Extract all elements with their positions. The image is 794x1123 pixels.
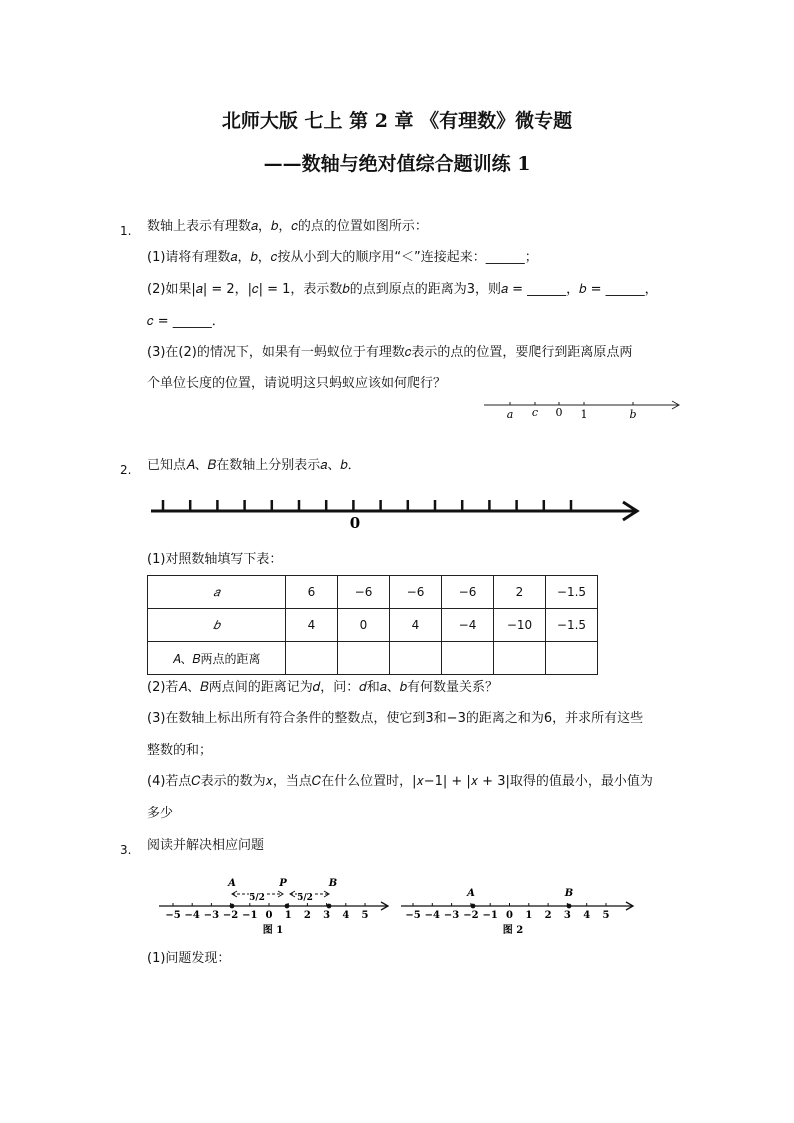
point-a-dot [230, 904, 235, 909]
tick-label: −1 [482, 910, 498, 921]
tick-label: 0 [265, 910, 273, 921]
tick-label: 1 [525, 910, 533, 921]
cell-b-1: 4 [286, 609, 338, 642]
point-b-dot [567, 904, 572, 909]
question-2-part-3: (3)在数轴上标出所有符合条件的整数点，使它到3和−3的距离之和为6，并求所有这些 [147, 711, 644, 726]
tick-label: −2 [222, 910, 239, 921]
label-a: a [506, 408, 514, 421]
table-row-a [148, 576, 598, 609]
tick-label: 5 [602, 910, 610, 921]
cell-d-1 [286, 642, 338, 675]
tick-label: −3 [203, 910, 220, 921]
label-b: b [629, 408, 637, 421]
question-2-part-3-cont: 整数的和； [147, 743, 213, 758]
question-2-stem: 已知点𝐴、𝐵在数轴上分别表示𝑎、𝑏． [147, 458, 361, 473]
label-1: 1 [580, 408, 588, 421]
table-row-b [148, 609, 598, 642]
cell-d-2 [338, 642, 390, 675]
question-1-number: 1. [120, 224, 132, 238]
label-c: c [531, 406, 539, 419]
question-3-stem: 阅读并解决相应问题 [147, 838, 265, 853]
point-a-dot [471, 904, 476, 909]
question-1-part-2: (2)如果|𝑎| = 2，|𝑐| = 1，表示数𝑏的点到原点的距离为3，则𝑎 = ______，𝑏 = ______， [147, 282, 658, 297]
label-point-b: B [328, 878, 338, 889]
cell-d-3 [390, 642, 442, 675]
tick-label: 4 [342, 910, 350, 921]
tick-label: 3 [323, 910, 331, 921]
cell-a-3: −6 [390, 576, 442, 609]
distance-table [147, 575, 598, 675]
question-3-number: 3. [120, 843, 132, 857]
cell-a-1: 6 [286, 576, 338, 609]
row-label-a: 𝑎 [148, 576, 286, 609]
tick-label: 1 [284, 910, 292, 921]
question-2-number-line [148, 494, 643, 530]
tick-label: 5 [361, 910, 369, 921]
table-intro: (1)对照数轴填写下表： [147, 552, 283, 567]
label-point-a: A [228, 878, 236, 889]
tick-label: −4 [184, 910, 200, 921]
tick-label: −2 [463, 910, 479, 921]
cell-a-2: −6 [338, 576, 390, 609]
question-2-part-4: (4)若点𝐶表示的数为𝑥，当点𝐶在什么位置时，|𝑥−1| + |𝑥 + 3|取得的值最小，最小值为 [147, 774, 653, 789]
cell-b-5: −10 [494, 609, 546, 642]
figure-2-caption: 图 2 [502, 925, 524, 936]
cell-b-2: 0 [338, 609, 390, 642]
cell-a-5: 2 [494, 576, 546, 609]
tick-label: 2 [544, 910, 552, 921]
cell-a-4: −6 [442, 576, 494, 609]
question-3-part-1: (1)问题发现： [147, 951, 231, 966]
page-title: 北师大版 七上 第 2 章 《有理数》微专题 [221, 110, 573, 132]
fraction-label-ap: 5/2 [249, 893, 265, 903]
figure-2 [397, 870, 635, 938]
label-0: 0 [555, 406, 563, 419]
question-2-number: 2. [120, 463, 132, 477]
figure-1-caption: 图 1 [262, 925, 284, 936]
question-1-stem: 数轴上表示有理数𝑎，𝑏，𝑐的点的位置如图所示： [147, 219, 428, 234]
figure-1 [155, 870, 390, 938]
question-1-part-1: (1)请将有理数𝑎，𝑏，𝑐按从小到大的顺序用“＜”连接起来：______； [147, 250, 538, 265]
cell-d-4 [442, 642, 494, 675]
tick-label: 3 [563, 910, 571, 921]
question-1-number-line [480, 395, 685, 423]
tick-label: −1 [242, 910, 258, 921]
question-1-part-3: (3)在(2)的情况下，如果有一蚂蚁位于有理数𝑐表示的点的位置，要爬行到距离原点两 [147, 345, 633, 360]
table-row-distance [148, 642, 598, 675]
row-label-distance: 𝐴、𝐵两点的距离 [148, 642, 286, 675]
cell-b-6: −1.5 [546, 609, 598, 642]
question-2-part-2: (2)若𝐴、𝐵两点间的距离记为𝑑，问：𝑑和𝑎、𝑏有何数量关系？ [147, 680, 499, 695]
cell-b-4: −4 [442, 609, 494, 642]
tick-label: 0 [506, 910, 513, 921]
tick-label: −5 [165, 910, 181, 921]
cell-b-3: 4 [390, 609, 442, 642]
label-point-p: P [279, 878, 287, 889]
tick-group [163, 500, 571, 511]
tick-label: −3 [443, 910, 460, 921]
question-2-part-4-cont: 多少 [147, 806, 174, 821]
cell-d-5 [494, 642, 546, 675]
row-label-b: 𝑏 [148, 609, 286, 642]
page-subtitle: ——数轴与绝对值综合题训练 1 [263, 153, 531, 175]
point-b-dot [327, 904, 332, 909]
tick-label: −4 [424, 910, 440, 921]
cell-a-6: −1.5 [546, 576, 598, 609]
label-point-b: B [564, 888, 574, 899]
cell-d-6 [546, 642, 598, 675]
tick-label: 2 [303, 910, 311, 921]
tick-label: 4 [583, 910, 591, 921]
question-1-part-2-cont: 𝑐 = ______． [147, 314, 225, 329]
fraction-label-pb: 5/2 [297, 893, 313, 903]
label-zero: 0 [349, 514, 361, 530]
label-point-a: A [467, 888, 475, 899]
point-p-dot [285, 904, 290, 909]
question-1-part-3-cont: 个单位长度的位置，请说明这只蚂蚁应该如何爬行？ [147, 376, 447, 391]
tick-label: −5 [405, 910, 421, 921]
